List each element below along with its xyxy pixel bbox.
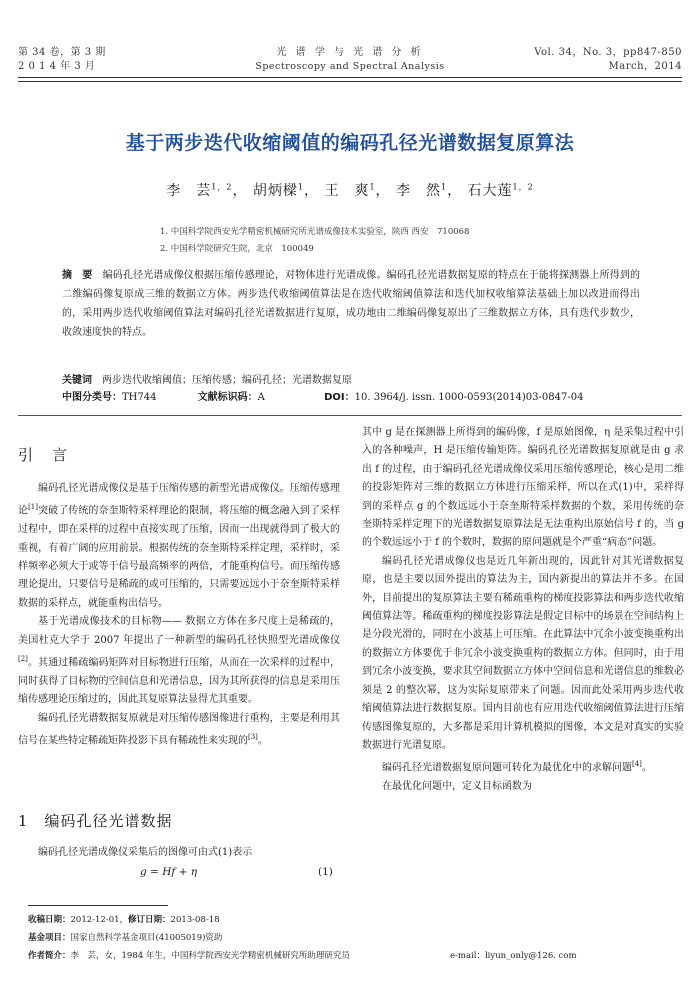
author-name: 李 芸 <box>166 183 212 199</box>
author-affil-mark: 1，2 <box>211 182 233 192</box>
header-date-en: March，2014 <box>608 61 682 72</box>
body-paragraph: 编码孔径光谱成像仪也是近几年新出现的，因此针对其光谱数据复原，也是主要以国外提出的算法为主，国内新提出的算法并不多。在国外，目前提出的复原算法主要有稀疏重构的梯度投影算法和两步迭代收缩阈值算法等。稀疏重构的梯度投影算法是假定目标中的场景在空间结构上是分段光滑的，同时在小波基上可压缩。在此算法中冗余小波变换重构出的数据立方体要优于非冗余小波变换重构的数据立方体。但同时，由于用到冗余小波变换，要求其空间数据立方体中空间信息和光谱信息的维数必须是 2 的整次幂，这为实际复原带来了问题。因而此处采用两步迭代收缩阈值算法进行数据复原。国内目前也有应用迭代收缩阈值算法进行压缩传感图像复原的，大多都是采用计算机模拟的图像，本文是对真实的实验数据进行光谱复原。 <box>362 555 684 751</box>
header-year-month: 2 0 1 4 年 3 月 <box>18 61 96 72</box>
classification-line <box>62 390 640 406</box>
doc-code-label: 文献标识码： <box>197 392 258 403</box>
author-name: 李 然 <box>396 183 441 199</box>
author-name: 王 爽 <box>324 183 370 199</box>
doi-link[interactable]: 10. 3964/j. issn. 1000-0593(2014)03-0847-04 <box>354 392 584 403</box>
footnote-rule <box>28 905 168 906</box>
header-vol-issue: 第 34 卷，第 3 期 <box>18 47 106 58</box>
right-column <box>362 424 684 796</box>
section1-paragraph: 编码孔径光谱成像仪采集后的图像可由式(1)表示 <box>38 847 253 858</box>
body-paragraph: 其中 g 是在探测器上所得到的编码像，f 是原始图像，η 是采集过程中引入的各种噪声，H 是压缩传输矩阵。编码孔径光谱数据复原就是由 g 求出 f 的过程，由于编码孔径光谱成像仪采用压缩传感理论，核心是用二维的投影矩阵对三维的数据立方体进行压缩采样，所以在式(1)中，采样得到的采样点 g 的个数远远小于奈奎斯特采样数据的个数，采用传统的奈奎斯特采样定理下的光谱数据复原算法是无法重构出原始信号 f 的，当 g 的个数远远小于 f 的个数时，数据的原问题就是个严重“病态”问题。 <box>362 427 684 549</box>
paper-title: 基于两步迭代收缩阈值的编码孔径光谱数据复原算法 <box>125 132 575 154</box>
affiliation-1: 1. 中国科学院西安光学精密机械研究所光谱成像技术实验室，陕西 西安 710068 <box>160 227 470 237</box>
intro-paragraph: 基于光谱成像技术的目标物—— 数据立方体在多尺度上是稀疏的，美国杜克大学于 2007 年提出了一种新型的编码孔径快照型光谱成像仪[2]。其通过稀疏编码矩阵对目标物进行压缩，从而在一次采样的过程中，同时获得了目标物的空间信息和光谱信息，因为其所获得的信息是采用压缩传感理论压缩过的，因此其复原算法显得尤其重要。 <box>18 616 340 706</box>
affiliation-2: 2. 中国科学院研究生院，北京 100049 <box>160 244 314 254</box>
left-column <box>18 480 340 751</box>
doc-code-value: A <box>257 392 265 403</box>
abstract-rule <box>18 415 682 416</box>
author-email[interactable]: e-mail：liyun_only@126. com <box>450 951 577 961</box>
keywords-line <box>62 373 640 389</box>
footnote-fund: 基金项目：国家自然科学基金项目(41005019)资助 <box>28 933 223 943</box>
header-rule-thick <box>18 77 682 78</box>
citation-ref[interactable]: [1] <box>28 503 38 512</box>
header-rule-thin <box>18 81 682 82</box>
author-affil-mark: 1，2 <box>512 182 534 192</box>
footnote-bio: 作者简介：李 芸，女，1984 年生，中国科学院西安光学精密机械研究所助理研究员 <box>28 951 350 961</box>
author-affil-mark: 1 <box>369 182 376 192</box>
doi-label: DOI： <box>324 392 355 403</box>
clc-value: TH744 <box>122 392 157 403</box>
author-affil-mark: 1 <box>297 182 304 192</box>
author-list: 李 芸$^{1,2}$， 胡炳樑$^1$， 王 爽$^1$， 李 然$^1$， 石大莲$^{1,2}$ <box>166 182 534 199</box>
intro-heading: 引 言 <box>18 446 70 464</box>
intro-paragraph: 编码孔径光谱成像仪是基于压缩传感的新型光谱成像仪。压缩传感理论[1]突破了传统的奈奎斯特采样理论的限制，将压缩的概念融入到了采样过程中，即在采样的过程中直接实现了压缩，因而一出现就得到了极大的重视，有着广阔的应用前景。根据传统的奈奎斯特采样定理，采样时，采样频率必须大于或等于信号最高频率的两倍，才能重构信号。而压缩传感理论提出，只要信号是稀疏的或可压缩的，只需要远远小于奈奎斯特采样数据的采样点，就能重构出信号。 <box>18 483 341 609</box>
header-journal-en: Spectroscopy and Spectral Analysis <box>255 61 445 72</box>
body-paragraph: 编码孔径光谱数据复原问题可转化为最优化中的求解问题[4]。 <box>382 760 652 774</box>
author-name: 胡炳樑 <box>252 183 298 199</box>
footnote-dates: 收稿日期：2012-12-01，修订日期：2013-08-18 <box>28 915 220 925</box>
abstract <box>62 266 640 342</box>
body-paragraph: 在最优化问题中，定义目标函数为 <box>382 781 532 793</box>
intro-paragraph: 编码孔径光谱数据复原就是对压缩传感图像进行重构，主要是利用其信号在某些特定稀疏矩阵投影下具有稀疏性来实现的[3]。 <box>18 712 340 747</box>
citation-ref[interactable]: [3] <box>248 732 258 741</box>
section1-heading: 1 编码孔径光谱数据 <box>18 812 173 830</box>
author-affil-mark: 1 <box>441 182 448 192</box>
keywords-text: 两步迭代收缩阈值；压缩传感；编码孔径；光谱数据复原 <box>102 375 352 386</box>
equation-1-number: (1) <box>318 866 333 878</box>
abstract-text: 编码孔径光谱成像仪根据压缩传感理论，对物体进行光谱成像。编码孔径光谱数据复原的特点在于能将探测器上所得到的二维编码像复原成三维的数据立方体。两步迭代收缩阈值算法是在迭代收缩阈值算法和迭代加权收缩算法基础上加以改进而得出的，采用两步迭代收缩阈值算法对编码孔径光谱数据进行复原，成功地由二维编码像复原出了三维数据立方体，具有迭代步数少，收敛速度快的特点。 <box>62 270 641 338</box>
header-vol-en: Vol. 34，No. 3，pp847-850 <box>534 47 682 58</box>
citation-ref[interactable]: [4] <box>632 760 642 769</box>
keywords-label: 关键词 <box>62 375 92 386</box>
equation-1: g = Hf + η <box>140 866 198 878</box>
header-journal-cn: 光 谱 学 与 光 谱 分 析 <box>276 47 424 58</box>
clc-label: 中图分类号： <box>62 392 122 403</box>
author-name: 石大莲 <box>467 183 513 199</box>
abstract-label: 摘 要 <box>62 270 93 281</box>
citation-ref[interactable]: [2] <box>18 654 28 663</box>
